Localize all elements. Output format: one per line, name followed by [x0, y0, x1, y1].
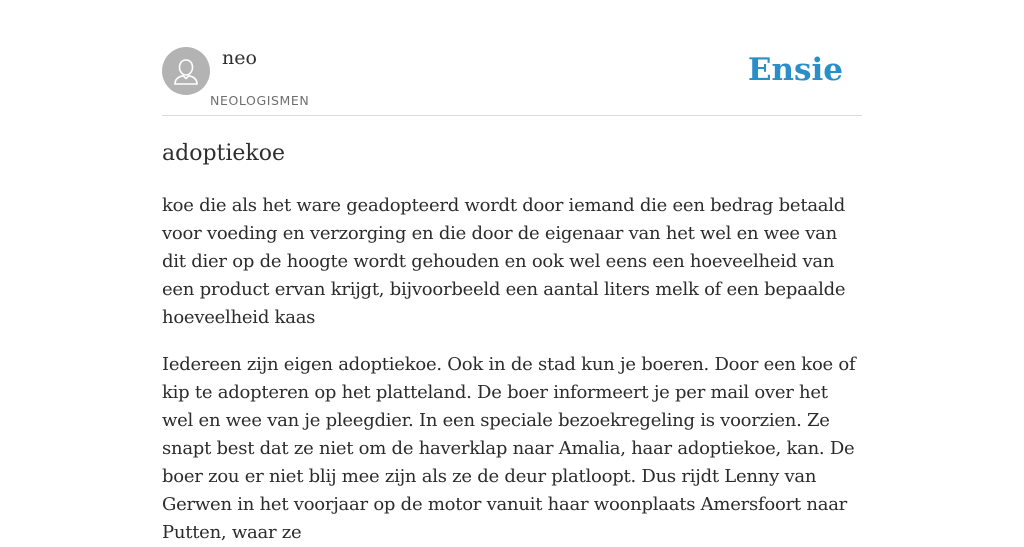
entry-definition: koe die als het ware geadopteerd wordt door iemand die een bedrag betaald voor voeding en verzorging en die door de eigenaar van het wel en wee van dit dier op de hoogte wordt gehouden en ook wel eens een hoeveelheid van een product ervan krijgt, bijvoorbeeld een aantal liters melk of een bepaalde hoeveelheid kaas [162, 195, 846, 328]
author-name[interactable]: neo [222, 47, 257, 69]
category-label[interactable]: NEOLOGISMEN [210, 93, 310, 108]
entry-card [162, 0, 862, 543]
entry-example: Iedereen zijn eigen adoptiekoe. Ook in de stad kun je boeren. Door een koe of kip te adopteren op het platteland. De boer informeert je per mail over het wel en wee van je pleegdier. In een speciale bezoekregeling is voorzien. Ze snapt best dat ze niet om de haverklap naar Amalia, haar adoptiekoe, kan. De boer zou er niet blij mee zijn als ze de deur platloopt. Dus rijdt Lenny van Gerwen in het voorjaar op de motor vanuit haar woonplaats Amersfoort naar Putten, waar ze [162, 354, 856, 543]
entry-header [162, 0, 862, 116]
brand-logo[interactable]: Ensie [747, 52, 843, 88]
user-avatar-icon[interactable] [162, 47, 210, 95]
entry-title: adoptiekoe [162, 141, 286, 166]
